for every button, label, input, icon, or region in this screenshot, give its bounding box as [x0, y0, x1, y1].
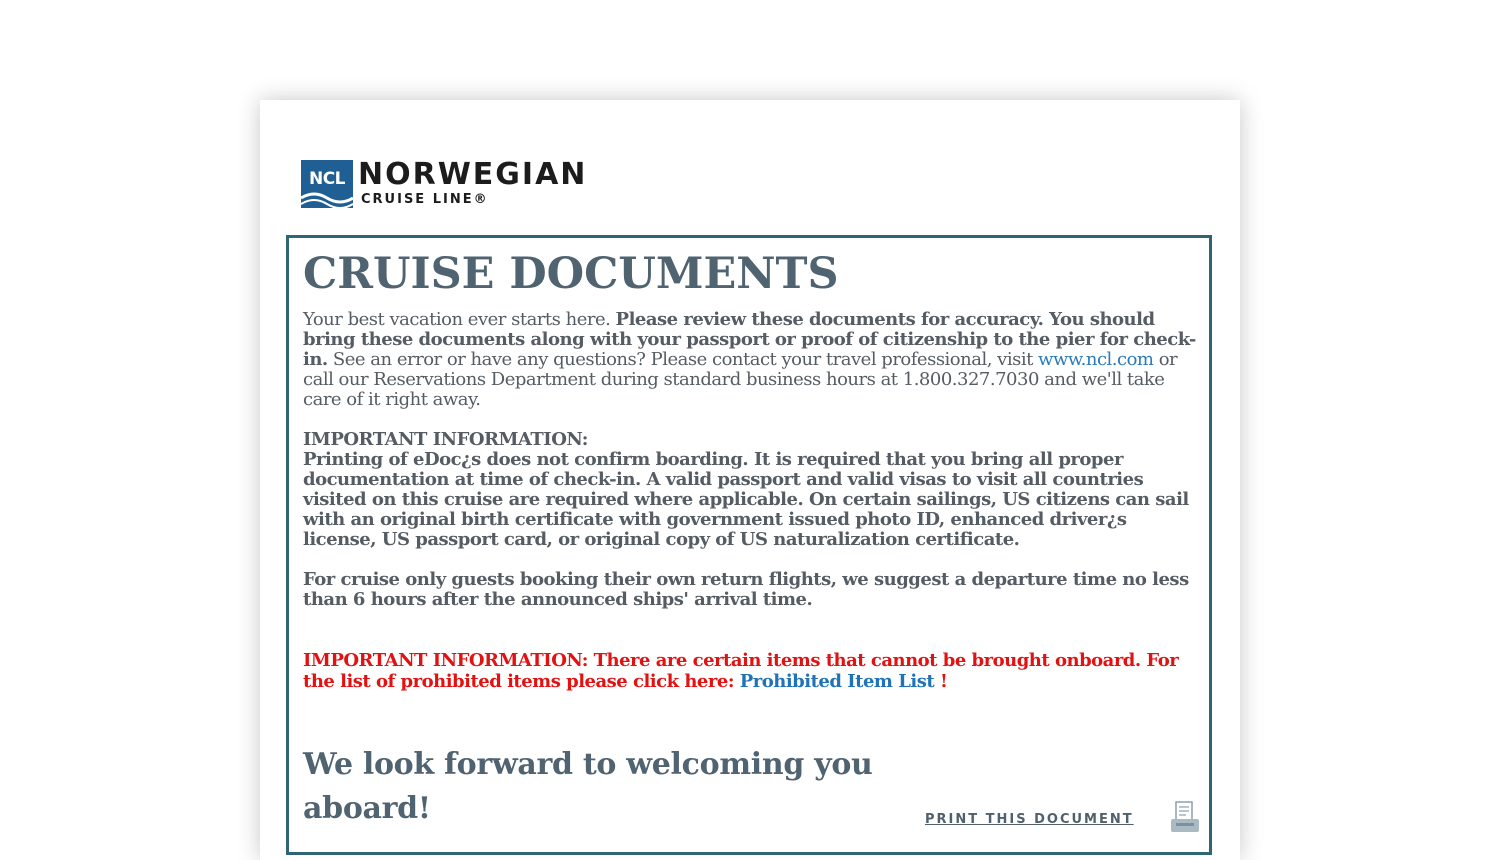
intro-after: See an error or have any questions? Please contact your travel professional, visit	[327, 349, 1039, 370]
ncl-website-link[interactable]: www.ncl.com	[1038, 349, 1154, 370]
prohibited-items-warning	[303, 650, 1203, 692]
logo-subtitle: CRUISE LINE®	[361, 192, 489, 207]
printer-icon[interactable]	[1170, 800, 1200, 834]
prohibited-text: IMPORTANT INFORMATION: There are certain items that cannot be brought onboard. For the list of prohibited items please click here:	[303, 650, 1179, 692]
logo-name: NORWEGIAN	[358, 157, 588, 192]
important-info	[303, 430, 1203, 550]
intro-bold: Please review these documents for accuracy. You should bring these documents along with your passport or proof of citizenship to the pier for check-in.	[303, 309, 1196, 370]
prohibited-item-list-link[interactable]: Prohibited Item List	[739, 671, 935, 692]
intro-lead: Your best vacation ever starts here.	[303, 309, 616, 330]
flights-note: For cruise only guests booking their own return flights, we suggest a departure time no less than 6 hours after the announced ships' arrival time.	[303, 569, 1189, 610]
logo-abbr: NCL	[308, 169, 346, 189]
document-content	[303, 247, 1203, 692]
wave-icon	[301, 190, 353, 208]
intro-paragraph	[303, 310, 1203, 410]
intro-tail: or call our Reservations Department during standard business hours at 1.800.327.7030 and we'll take care of it right away.	[303, 349, 1178, 410]
important-body: Printing of eDoc¿s does not confirm boarding. It is required that you bring all proper documentation at time of check-in. A valid passport and valid visas to visit all countries visited on this cruise are required where applicable. On certain sailings, US citizens can sail with an original birth certificate with government issued photo ID, enhanced driver¿s license, US passport card, or original copy of US naturalization certificate.	[303, 449, 1189, 550]
welcome-message: We look forward to welcoming you aboard!	[303, 747, 873, 826]
page-title: CRUISE DOCUMENTS	[303, 249, 839, 299]
prohibited-suffix: !	[934, 671, 948, 692]
print-document-link[interactable]: PRINT THIS DOCUMENT	[925, 812, 1134, 827]
important-heading: IMPORTANT INFORMATION:	[303, 429, 588, 450]
ncl-logo-mark	[301, 160, 353, 208]
